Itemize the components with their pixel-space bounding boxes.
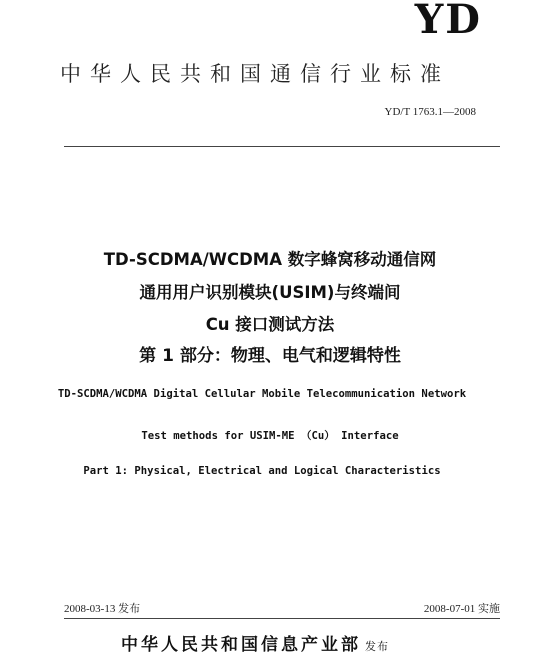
bottom-divider	[64, 618, 500, 619]
standard-number: YD/T 1763.1—2008	[384, 106, 476, 118]
industry-standard-heading: 中华人民共和国通信行业标准	[60, 62, 450, 86]
yd-logo: YD	[414, 0, 482, 43]
publisher	[121, 630, 389, 655]
title-cn-line-4: 第 1 部分：物理、电气和逻辑特性	[139, 346, 401, 366]
effective-date: 2008-07-01 实施	[423, 603, 500, 615]
top-divider	[64, 146, 500, 147]
title-cn-line-3: Cu 接口测试方法	[205, 315, 335, 334]
title-en-line-3: Part 1: Physical, Electrical and Logical Characteristics	[83, 465, 441, 477]
publisher-suffix: 发布	[365, 640, 389, 653]
title-en-line-2: Test methods for USIM-ME （Cu） Interface	[141, 430, 399, 442]
publish-date: 2008-03-13 发布	[64, 603, 141, 615]
title-cn-line-2: 通用用户识别模块(USIM)与终端间	[139, 283, 401, 302]
title-cn-line-1: TD-SCDMA/WCDMA 数字蜂窝移动通信网	[103, 250, 437, 269]
title-en-line-1: TD-SCDMA/WCDMA Digital Cellular Mobile Telecommunication Network	[57, 388, 467, 400]
publisher-name: 中华人民共和国信息产业部	[121, 635, 361, 655]
